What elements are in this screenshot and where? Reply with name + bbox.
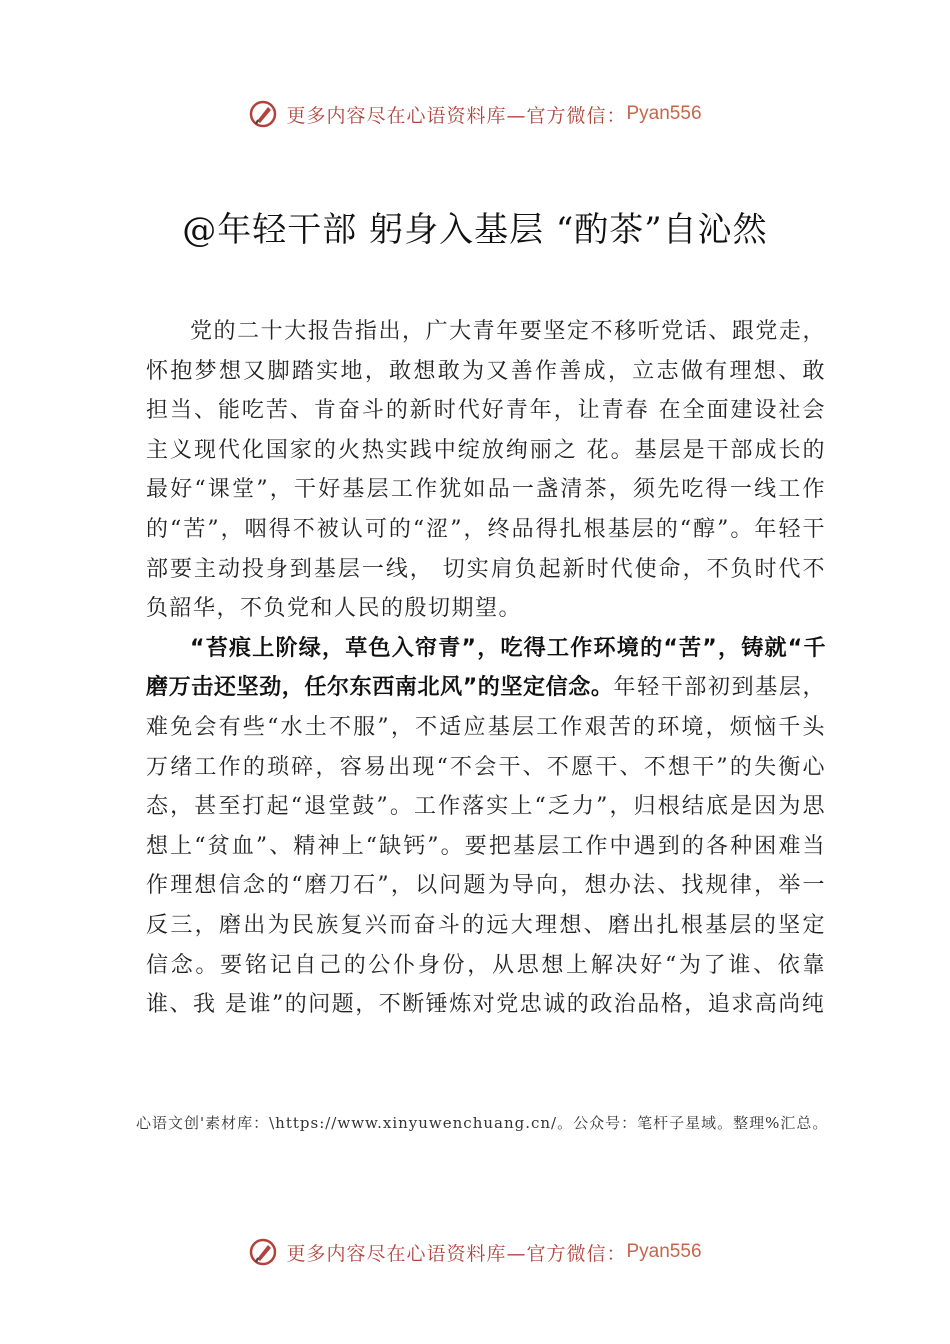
- quill-pen-logo-icon: [248, 1237, 278, 1267]
- document-title: @年轻干部 躬身入基层 “酌茶”自沁然: [182, 210, 768, 250]
- banner-text: 更多内容尽在心语资料库—官方微信：: [286, 1242, 627, 1265]
- paragraph-2-text: 年轻干部初到基层，难免会有些“水土不服”，不适应基层工作艰苦的环境，烦恼千头万绪工作的琐碎，容易出现“不会干、不愿干、不想干”的失衡心态，甚至打起“退堂鼓”。工作落实上“乏力”，归根结底是因为思想上“贫血”、精神上“缺钙”。要把基层工作中遇到的各种困难当作理想信念的“磨刀石”，以问题为导向，想办法、找规律，举一反三，磨出为民族复兴而奋斗的远大理想、磨出扎根基层的坚定信念。要铭记自己的公仆身份，从思想上解决好“为了谁、依靠谁、我 是谁”的问题，不断锤炼对党忠诚的政治品格，追求高尚纯: [146, 675, 826, 1018]
- paragraph-1: [146, 312, 826, 629]
- paragraph-1-text: 党的二十大报告指出，广大青年要坚定不移听党话、跟党走，怀抱梦想又脚踏实地，敢想敢为又善作善成，立志做有理想、敢担当、能吃苦、肯奋斗的新时代好青年，让青春 在全面建设社会主义现代化国家的火热实践中绽放绚丽之 花。基层是干部成长的最好“课堂”，干好基层工作犹如品一盏清茶，须先吃得一线工作的“苦”，咽得不被认可的“涩”，终品得扎根基层的“醇”。年轻干部要主动投身到基层一线， 切实肩负起新时代使命，不负时代不负韶华，不负党和人民的殷切期望。: [146, 319, 826, 622]
- wechat-id: Pyan556: [626, 103, 702, 124]
- quill-pen-logo-icon: [248, 99, 278, 129]
- paragraph-2: [146, 629, 826, 1025]
- source-footnote: 心语文创'素材库：\https://www.xinyuwenchuang.cn/。公众号：笔杆子星域。整理%汇总。: [136, 1114, 829, 1132]
- paragraph-2-lead: “苔痕上阶绿，草色入帘青”，吃得工作环境的“苦”，铸就“千磨万击还坚劲，任尔东西南北风”的坚定信念。: [146, 635, 826, 701]
- footer-banner: [0, 1232, 950, 1272]
- banner-text: 更多内容尽在心语资料库—官方微信：: [286, 104, 627, 127]
- document-body: [146, 312, 826, 1025]
- wechat-id: Pyan556: [626, 1241, 702, 1262]
- header-banner: [0, 94, 950, 134]
